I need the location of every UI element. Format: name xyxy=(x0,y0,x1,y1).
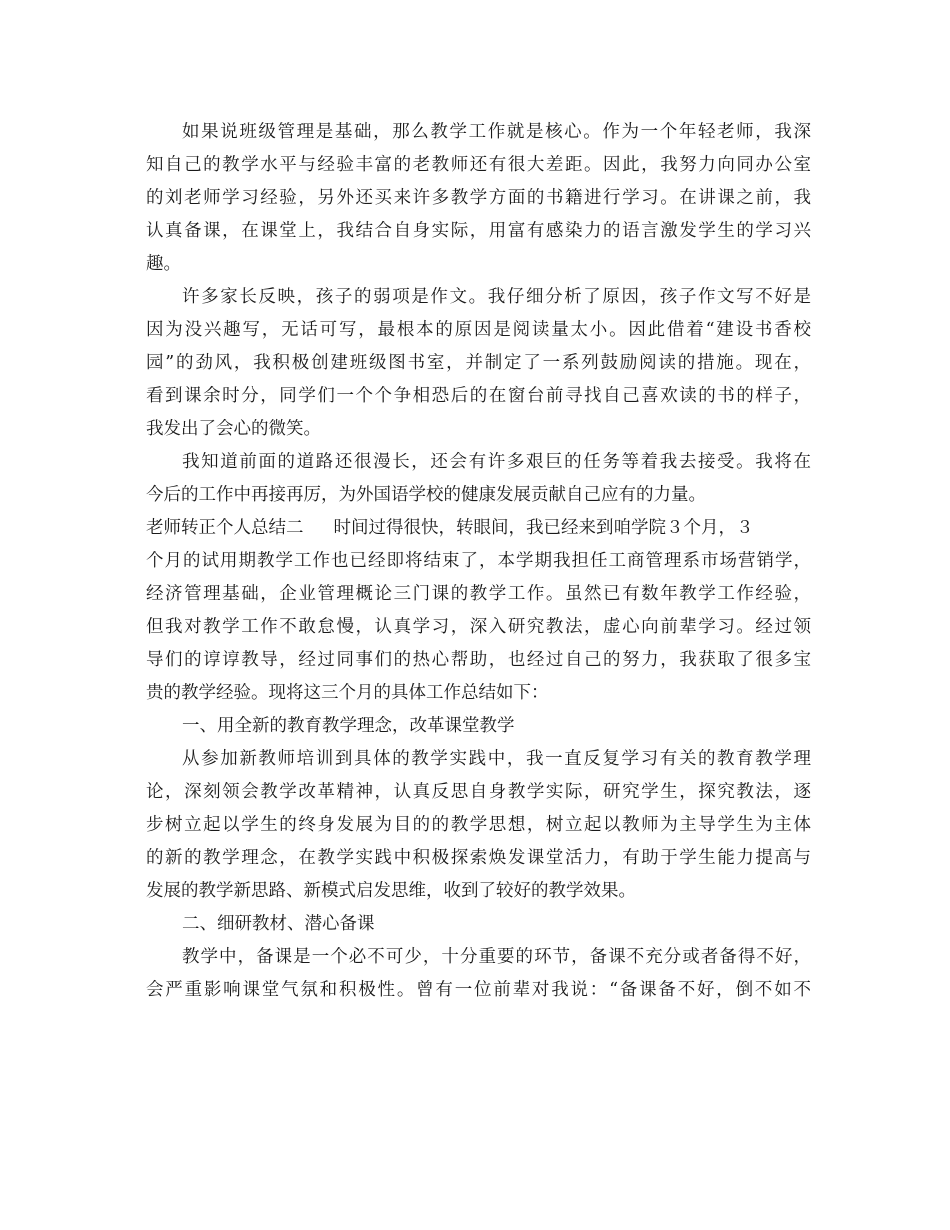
text-line: 今后的工作中再接再厉，为外国语学校的健康发展贡献自己应有的力量。 xyxy=(146,485,706,505)
text-line: 如果说班级管理是基础，那么教学工作就是核心。作为一个年轻老师，我深 xyxy=(182,122,811,142)
text-line: 时间过得很快，转眼间，我已经来到咱学院３个月，３ xyxy=(333,518,754,538)
subheading: 一、用全新的教育教学理念，改革课堂教学 xyxy=(182,716,515,736)
text-line: 知自己的教学水平与经验丰富的老教师还有很大差距。因此，我努力向同办公室 xyxy=(146,155,811,175)
text-line: 认真备课，在课堂上，我结合自身实际，用富有感染力的语言激发学生的学习兴 xyxy=(146,221,811,241)
text-line: 因为没兴趣写，无话可写，最根本的原因是阅读量太小。因此借着“建设书香校 xyxy=(146,320,811,340)
text-line: 论，深刻领会教学改革精神，认真反思自身教学实际，研究学生，探究教法，逐 xyxy=(146,782,811,802)
text-line: 但我对教学工作不敢怠慢，认真学习，深入研究教法，虚心向前辈学习。经过领 xyxy=(146,617,811,637)
text-line: 贵的教学经验。现将这三个月的具体工作总结如下： xyxy=(146,683,549,703)
text-line: 许多家长反映，孩子的弱项是作文。我仔细分析了原因，孩子作文写不好是 xyxy=(182,287,811,307)
text-line: 的刘老师学习经验，另外还买来许多教学方面的书籍进行学习。在讲课之前，我 xyxy=(146,188,811,208)
document-body xyxy=(146,116,811,1007)
text-line: 的新的教学理念，在教学实践中积极探索焕发课堂活力，有助于学生能力提高与 xyxy=(146,848,811,868)
text-line: 会严重影响课堂气氛和积极性。曾有一位前辈对我说：“备课备不好，倒不如不 xyxy=(146,980,811,1000)
text-line: 趣。 xyxy=(146,254,181,274)
text-line: 园”的劲风，我积极创建班级图书室，并制定了一系列鼓励阅读的措施。现在， xyxy=(146,353,811,373)
section-heading: 老师转正个人总结二 xyxy=(146,518,304,538)
text-line: 发展的教学新思路、新模式启发思维，收到了较好的教学效果。 xyxy=(146,881,636,901)
subheading: 二、细研教材、潜心备课 xyxy=(182,914,375,934)
section-heading-line xyxy=(146,512,811,545)
text-line: 我发出了会心的微笑。 xyxy=(146,419,321,439)
text-line: 步树立起以学生的终身发展为目的的教学思想，树立起以教师为主导学生为主体 xyxy=(146,815,811,835)
text-line: 经济管理基础，企业管理概论三门课的教学工作。虽然已有数年教学工作经验， xyxy=(146,584,811,604)
text-line: 教学中，备课是一个必不可少，十分重要的环节，备课不充分或者备得不好， xyxy=(182,947,811,967)
text-line: 个月的试用期教学工作也已经即将结束了，本学期我担任工商管理系市场营销学， xyxy=(146,551,811,571)
text-line: 导们的谆谆教导，经过同事们的热心帮助，也经过自己的努力，我获取了很多宝 xyxy=(146,650,811,670)
text-line: 看到课余时分，同学们一个个争相恐后的在窗台前寻找自己喜欢读的书的样子， xyxy=(146,386,811,406)
text-line: 我知道前面的道路还很漫长，还会有许多艰巨的任务等着我去接受。我将在 xyxy=(182,452,811,472)
text-line: 从参加新教师培训到具体的教学实践中，我一直反复学习有关的教育教学理 xyxy=(182,749,811,769)
